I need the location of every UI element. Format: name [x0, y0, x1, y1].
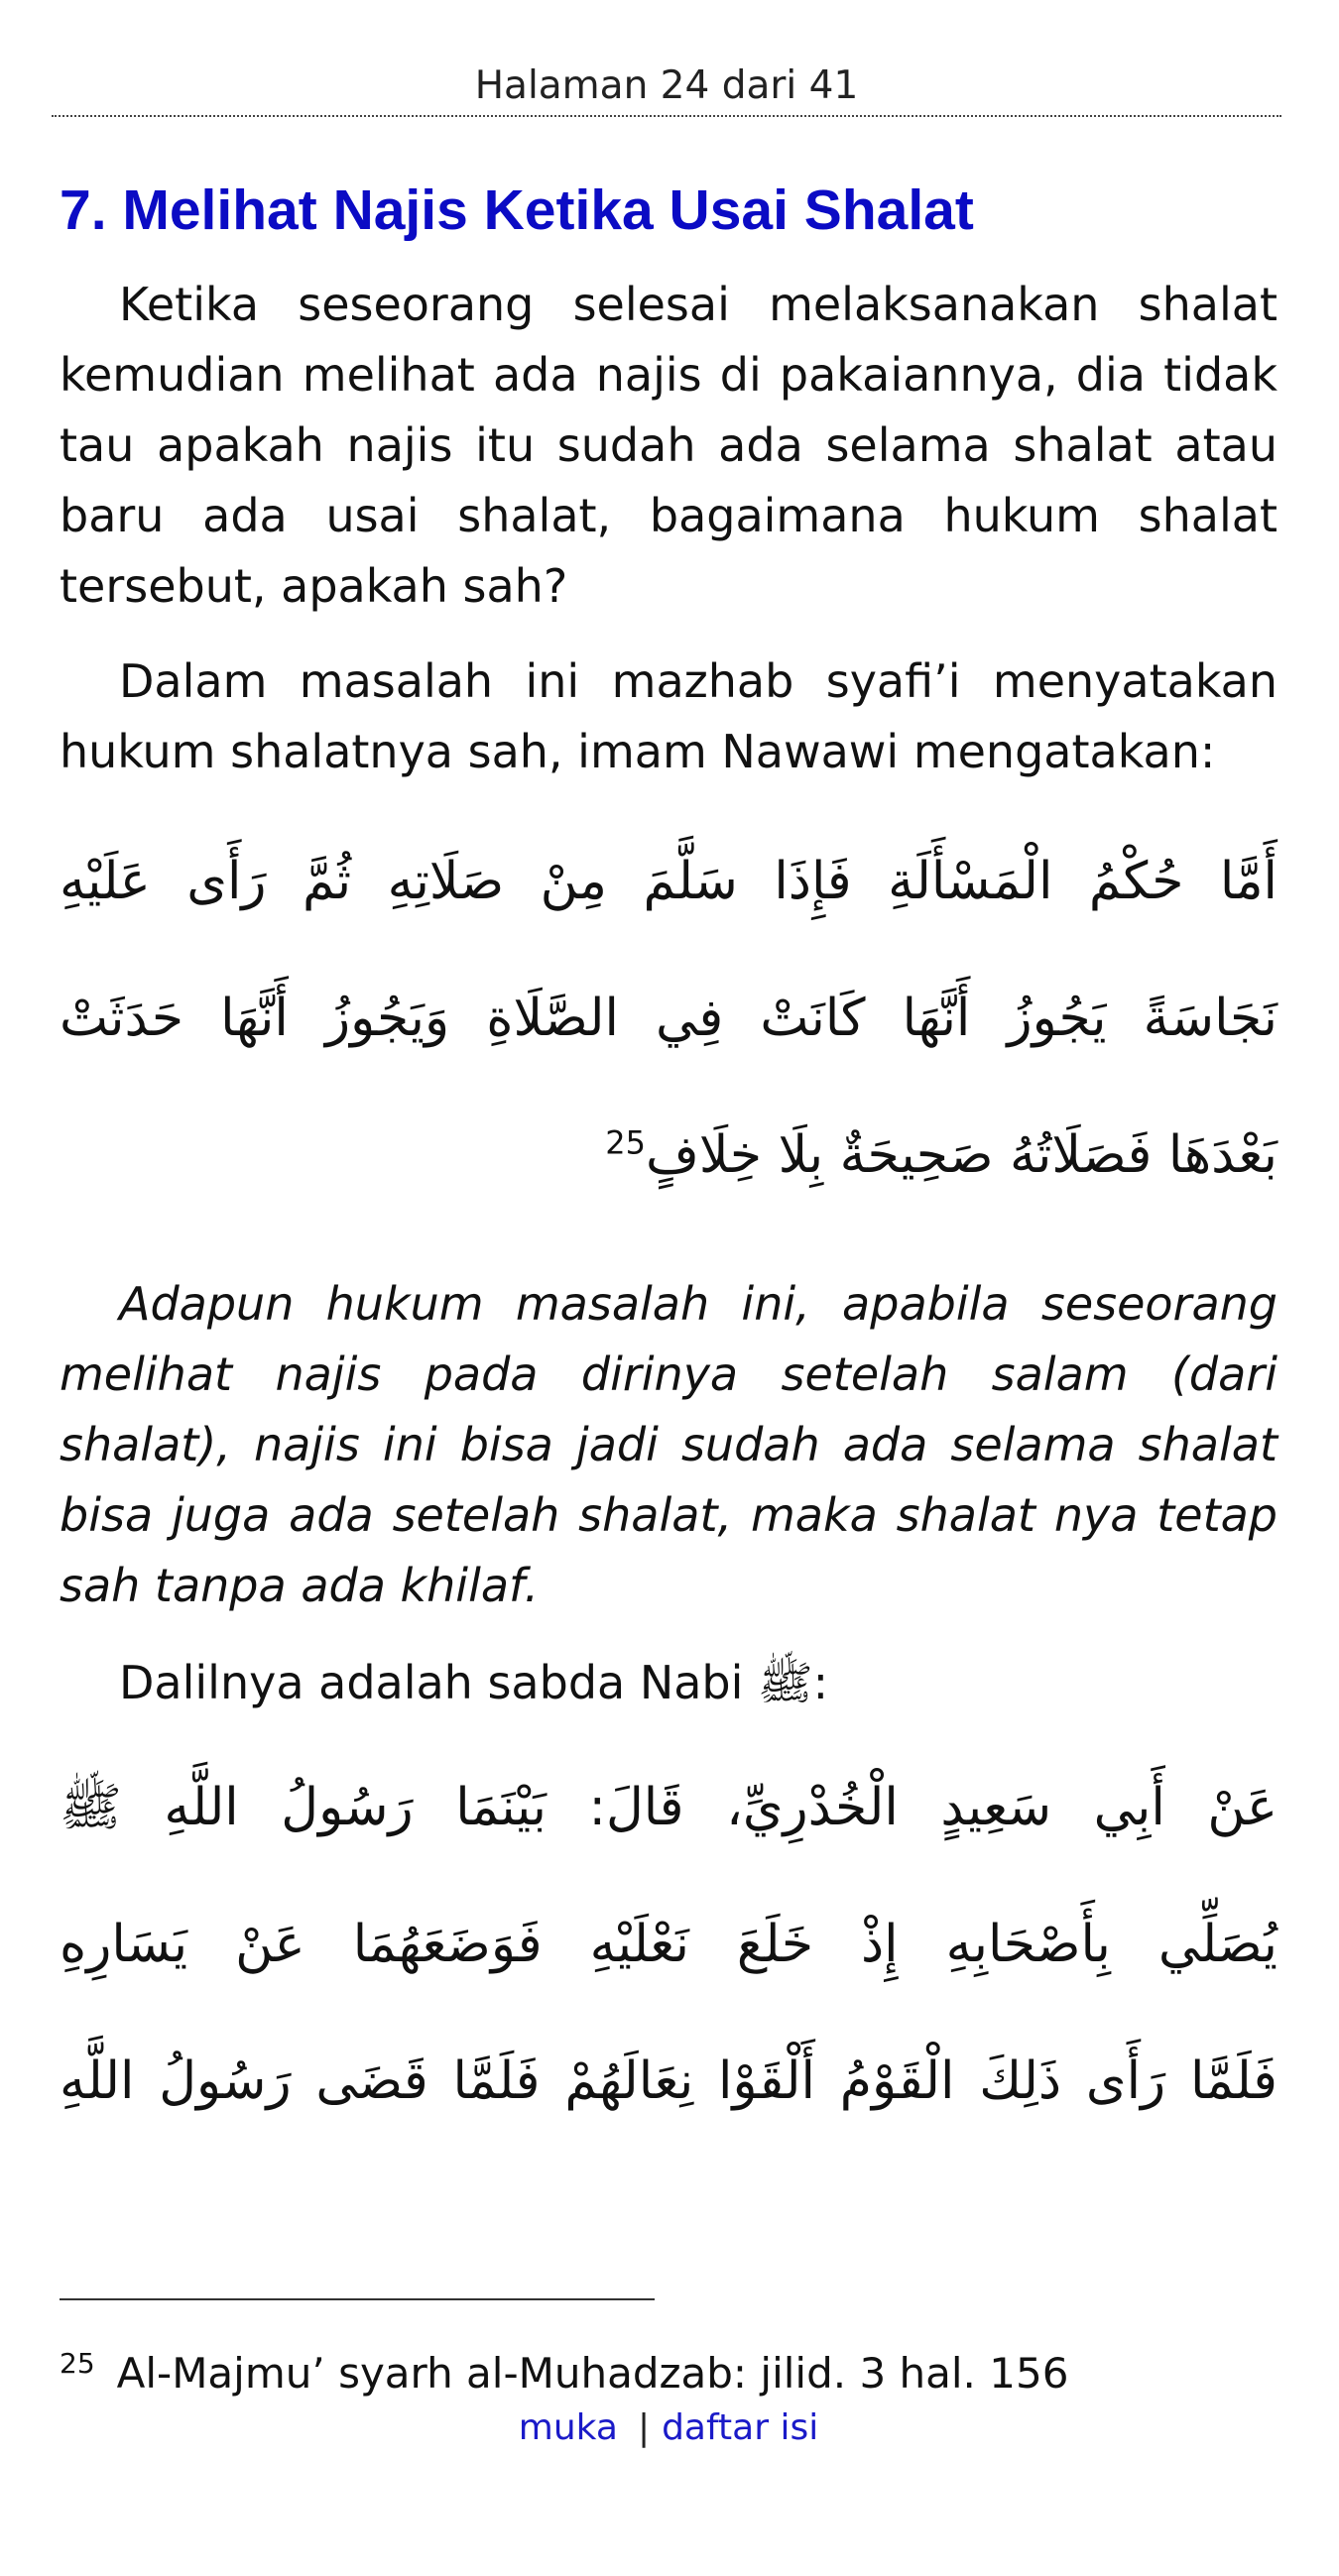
- arabic-quote-hadith: [60, 1739, 1278, 2150]
- page-navigation: [60, 2403, 1278, 2453]
- arabic-line: فَلَمَّا رَأَى ذَلِكَ الْقَوْمُ أَلْقَوْا نِعَالَهُمْ فَلَمَّا قَضَى رَسُولُ اللَّهِ: [60, 2051, 1278, 2111]
- paragraph-translation: Adapun hukum masalah ini, apabila seseorang melihat najis pada dirinya setelah salam (dari shalat), najis ini bisa jadi sudah ada selama shalat bisa juga ada setelah shalat, maka shalat nya tetap sah tanpa ada khilaf.: [60, 1277, 1278, 1612]
- paragraph-dalil-intro: Dalilnya adalah sabda Nabi ﷺ:: [119, 1656, 829, 1709]
- paragraph-mazhab-statement: Dalam masalah ini mazhab syafi’i menyatakan hukum shalatnya sah, imam Nawawi mengatakan:: [60, 654, 1278, 778]
- arabic-line: نَجَاسَةً يَجُوزُ أَنَّهَا كَانَتْ فِي الصَّلَاةِ وَيَجُوزُ أَنَّهَا حَدَثَتْ: [60, 989, 1278, 1048]
- section-title: 7. Melihat Najis Ketika Usai Shalat: [60, 178, 974, 242]
- arabic-line: عَنْ أَبِي سَعِيدٍ الْخُدْرِيِّ، قَالَ: بَيْنَمَا رَسُولُ اللَّهِ ﷺ: [60, 1778, 1278, 1837]
- footnote-text: Al-Majmu’ syarh al-Muhadzab: jilid. 3 hal. 156: [116, 2349, 1069, 2398]
- document-page: [60, 0, 1278, 2576]
- arabic-line: بَعْدَهَا فَصَلَاتُهُ صَحِيحَةٌ بِلَا خِلَافٍ: [646, 1125, 1278, 1185]
- home-link[interactable]: muka: [518, 2407, 618, 2448]
- page-indicator: Halaman 24 dari 41: [52, 61, 1281, 117]
- footnote: [60, 2344, 1068, 2403]
- footnote-reference[interactable]: 25: [605, 1123, 646, 1162]
- arabic-line: يُصَلِّي بِأَصْحَابِهِ إِذْ خَلَعَ نَعْلَيْهِ فَوَضَعَهُمَا عَنْ يَسَارِهِ: [60, 1915, 1278, 1974]
- arabic-quote-nawawi: [60, 813, 1278, 1224]
- footnote-divider: [60, 2298, 655, 2300]
- arabic-line-with-ref: [60, 1087, 1278, 1224]
- nav-separator: |: [637, 2407, 651, 2448]
- paragraph-question: Ketika seseorang selesai melaksanakan shalat kemudian melihat ada najis di pakaiannya, dia tidak tau apakah najis itu sudah ada selama shalat atau baru ada usai shalat, bagaimana hukum shalat tersebut, apakah sah?: [60, 278, 1278, 613]
- footnote-number: 25: [60, 2347, 95, 2380]
- table-of-contents-link[interactable]: daftar isi: [662, 2407, 819, 2448]
- arabic-line: أَمَّا حُكْمُ الْمَسْأَلَةِ فَإِذَا سَلَّمَ مِنْ صَلَاتِهِ ثُمَّ رَأَى عَلَيْهِ: [60, 852, 1278, 911]
